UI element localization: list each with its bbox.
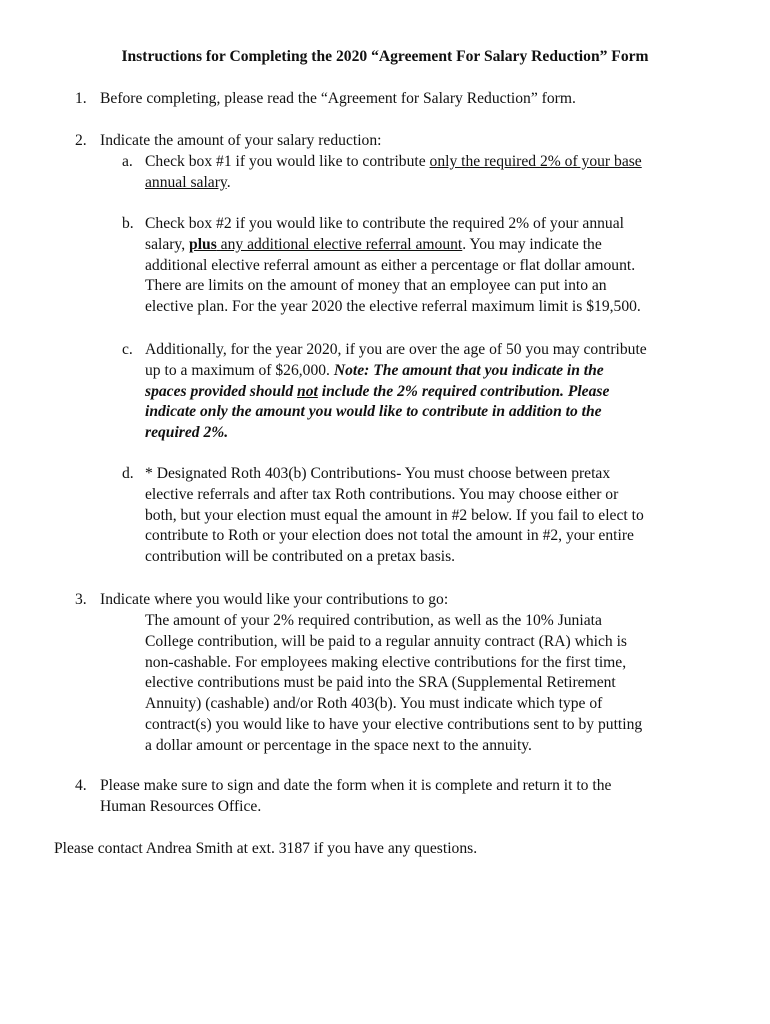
text-line: Check box #2 if you would like to contribute the required 2% of your annual <box>145 215 624 232</box>
text-line: a dollar amount or percentage in the space next to the annuity. <box>145 736 532 754</box>
item-text <box>100 776 725 818</box>
item-number: 1. <box>75 90 87 107</box>
text-line: contract(s) you would like to have your elective contributions sent to by putting <box>145 715 643 733</box>
note-text: Note: The amount that you indicate in the <box>333 361 604 379</box>
instruction-item-1 <box>75 89 725 110</box>
sub-item-d <box>122 464 722 568</box>
text-line: Human Resources Office. <box>100 797 262 815</box>
sub-item-text <box>145 340 722 444</box>
contact-line: Please contact Andrea Smith at ext. 3187 if you have any questions. <box>54 840 478 857</box>
note-text: required 2%. <box>145 424 229 442</box>
sub-item-c <box>122 340 722 444</box>
text-line: contribute to Roth or your election does not total the amount in #2, your entire <box>145 527 634 545</box>
text-segment: Check box #1 if you would like to contribute <box>145 153 430 170</box>
instruction-item-3 <box>75 590 725 611</box>
text-line: both, but your election must equal the amount in #2 below. If you fail to elect to <box>145 506 644 524</box>
text-line: non-cashable. For employees making elective contributions for the first time, <box>145 653 627 671</box>
item-number: 3. <box>75 591 87 608</box>
sub-item-text <box>145 152 722 194</box>
text-line: Please make sure to sign and date the form when it is complete and return it to the <box>100 777 612 794</box>
sub-item-letter: d. <box>122 465 134 482</box>
item-3-paragraph <box>145 611 730 757</box>
sub-item-b <box>122 214 722 318</box>
sub-item-text <box>145 214 722 318</box>
text-line: elective referrals and after tax Roth contributions. You may choose either or <box>145 485 619 503</box>
item-text: Indicate where you would like your contributions to go: <box>100 591 449 608</box>
note-text: spaces provided should <box>145 382 298 400</box>
text-line: elective plan. For the year 2020 the elective referral maximum limit is $19,500. <box>145 298 641 316</box>
sub-item-letter: a. <box>122 153 133 170</box>
text-line: There are limits on the amount of money that an employee can put into an <box>145 277 607 295</box>
text-line: elective contributions must be paid into the SRA (Supplemental Retirement <box>145 674 616 692</box>
item-number: 4. <box>75 777 87 794</box>
text-segment: salary, <box>145 235 190 253</box>
text-line: Annuity) (cashable) and/or Roth 403(b). You must indicate which type of <box>145 695 603 713</box>
document-title: Instructions for Completing the 2020 “Agreement For Salary Reduction” Form <box>121 48 649 65</box>
sub-item-text <box>145 464 722 568</box>
text-line: * Designated Roth 403(b) Contributions- You must choose between pretax <box>145 465 611 482</box>
underlined-note-text: not <box>297 382 318 400</box>
sub-item-letter: c. <box>122 341 133 358</box>
text-line: The amount of your 2% required contribution, as well as the 10% Juniata <box>145 612 602 629</box>
text-line: College contribution, will be paid to a regular annuity contract (RA) which is <box>145 632 627 650</box>
instruction-item-2 <box>75 131 725 152</box>
underlined-text: annual salary <box>145 173 227 191</box>
instruction-item-4 <box>75 776 725 818</box>
text-segment: up to a maximum of $26,000. <box>145 361 334 379</box>
text-segment: . <box>226 173 231 191</box>
item-text: Indicate the amount of your salary reduction: <box>100 132 382 149</box>
text-line: additional elective referral amount as either a percentage or flat dollar amount. <box>145 256 636 274</box>
text-segment: . You may indicate the <box>462 235 602 253</box>
note-text: indicate only the amount you would like to contribute in addition to the <box>145 403 602 421</box>
sub-item-letter: b. <box>122 215 134 232</box>
item-number: 2. <box>75 132 87 149</box>
sub-item-a <box>122 152 722 194</box>
text-line: Additionally, for the year 2020, if you are over the age of 50 you may contribute <box>145 341 647 358</box>
underlined-text: any additional elective referral amount <box>216 235 463 253</box>
underlined-text: only the required 2% of your base <box>429 153 642 170</box>
note-text: include the 2% required contribution. Please <box>317 382 610 400</box>
text-line: contribution will be contributed on a pretax basis. <box>145 548 456 566</box>
bold-underlined-text: plus <box>189 235 217 253</box>
item-text: Before completing, please read the “Agreement for Salary Reduction” form. <box>100 90 576 107</box>
